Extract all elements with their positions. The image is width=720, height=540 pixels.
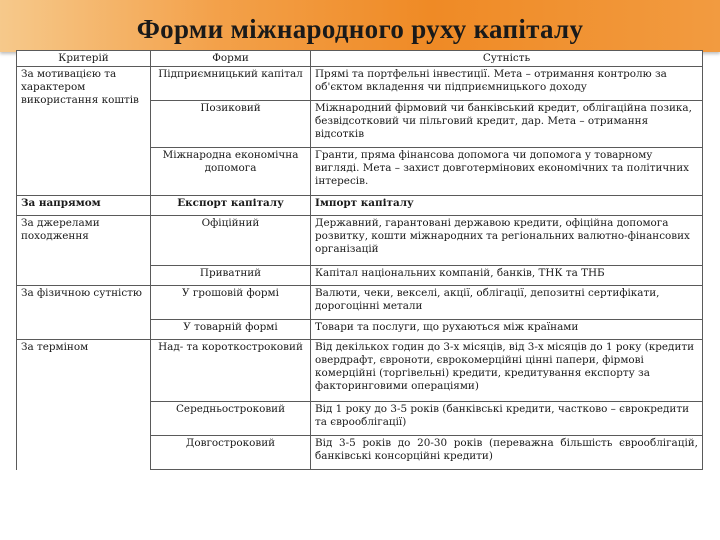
criterion-cell: За терміном [17, 340, 151, 470]
essence-cell: Міжнародний фірмовий чи банківський кредит, облігаційна позика, безвідсотковий чи пільговий кредит, дар. Мета – отримання відсотків [311, 101, 703, 148]
table-header-row [17, 51, 703, 67]
form-cell: Приватний [151, 266, 311, 286]
criterion-cell: За фізичною сутністю [17, 286, 151, 340]
form-cell: Підприємницький капітал [151, 67, 311, 101]
form-cell: Офіційний [151, 216, 311, 266]
table-row [17, 340, 703, 402]
essence-cell: Від 1 року до 3-5 років (банківські кредити, частково – єврокредити та єврооблігації) [311, 402, 703, 436]
form-cell: Експорт капіталу [151, 196, 311, 216]
table-row [17, 67, 703, 101]
form-cell: Міжнародна економічна допомога [151, 148, 311, 196]
form-cell: У товарній формі [151, 320, 311, 340]
essence-cell: Імпорт капіталу [311, 196, 703, 216]
form-cell: Позиковий [151, 101, 311, 148]
table-row [17, 196, 703, 216]
criterion-cell: За напрямом [17, 196, 151, 216]
form-cell: Середньостроковий [151, 402, 311, 436]
essence-cell: Валюти, чеки, векселі, акції, облігації, депозитні сертифікати, дорогоцінні метали [311, 286, 703, 320]
essence-cell: Державний, гарантовані державою кредити, офіційна допомога розвитку, кошти міжнародних та регіональних валютно-фінансових організацій [311, 216, 703, 266]
essence-cell: Від 3-5 років до 20-30 років (переважна більшість єврооблігацій, банківські консорційні кредити) [311, 436, 703, 470]
essence-cell: Товари та послуги, що рухаються між країнами [311, 320, 703, 340]
header-essence: Сутність [311, 51, 703, 67]
essence-cell: Капітал національних компаній, банків, ТНК та ТНБ [311, 266, 703, 286]
essence-cell: Від декількох годин до 3-х місяців, від 3-х місяців до 1 року (кредити овердрафт, євроноти, єврокомерційні цінні папери, фірмові комерційні (торгівельні) кредити, кредитування експорту за факторинговими операціями) [311, 340, 703, 402]
form-cell: Над- та короткостроковий [151, 340, 311, 402]
header-criterion: Критерій [17, 51, 151, 67]
essence-cell: Гранти, пряма фінансова допомога чи допомога у товарному вигляді. Мета – захист довготермінових економічних та політичних інтересів. [311, 148, 703, 196]
form-cell: Довгостроковий [151, 436, 311, 470]
criterion-cell: За мотивацією та характером використання коштів [17, 67, 151, 196]
table-row [17, 286, 703, 320]
capital-forms-table [16, 50, 703, 470]
header-form: Форми [151, 51, 311, 67]
table-row [17, 216, 703, 266]
page-title: Форми міжнародного руху капіталу [136, 14, 584, 44]
criterion-cell: За джерелами походження [17, 216, 151, 286]
form-cell: У грошовій формі [151, 286, 311, 320]
essence-cell: Прямі та портфельні інвестиції. Мета – отримання контролю за об'єктом вкладення чи підприємницького доходу [311, 67, 703, 101]
